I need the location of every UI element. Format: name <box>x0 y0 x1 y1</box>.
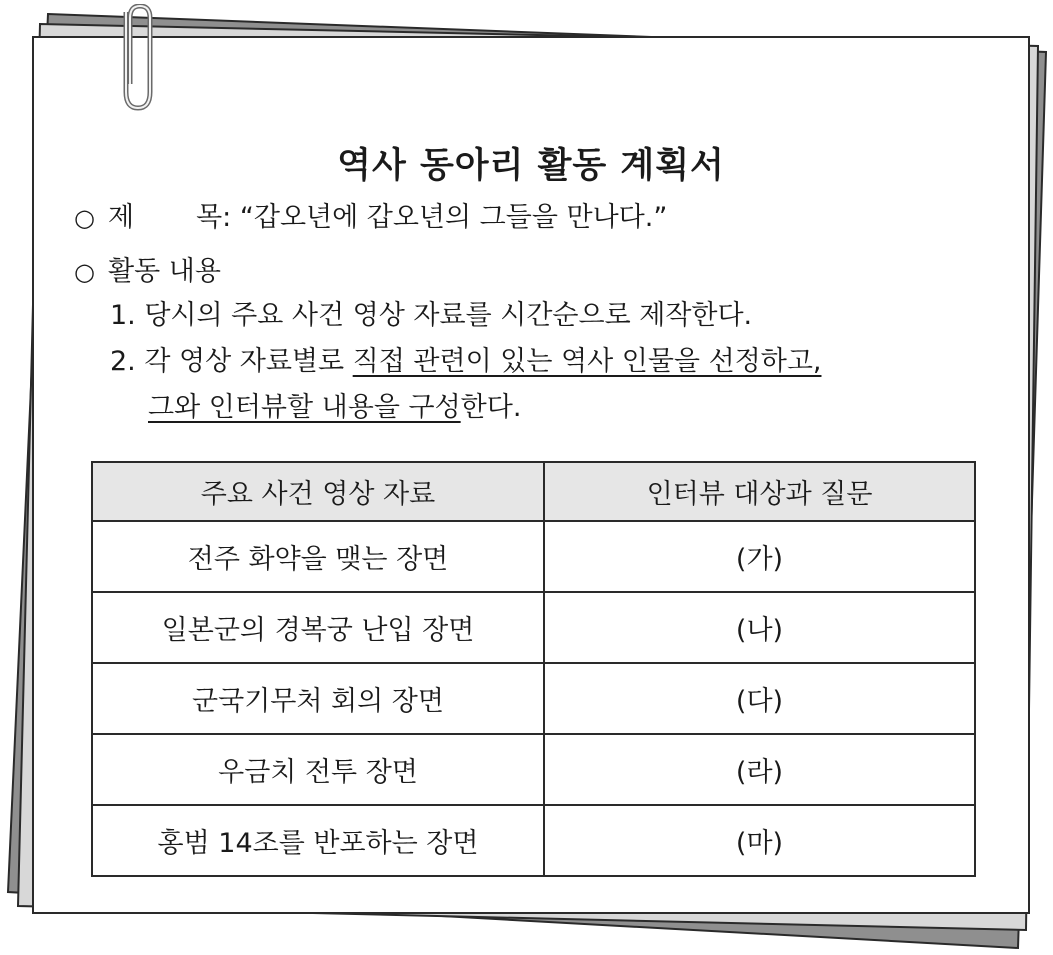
table-cell: 군국기무처 회의 장면 <box>92 663 544 734</box>
circle-bullet-icon: ○ <box>74 204 95 232</box>
table-row <box>92 663 975 734</box>
table-cell: (마) <box>544 805 975 876</box>
topic-label-a: 제 <box>108 202 135 233</box>
circle-bullet-icon: ○ <box>74 258 95 286</box>
table-cell: (다) <box>544 663 975 734</box>
step2-suffix: 한다. <box>460 392 522 423</box>
table-cell: (가) <box>544 521 975 592</box>
activity-step-2-cont <box>148 390 521 426</box>
table-cell: 우금치 전투 장면 <box>92 734 544 805</box>
activity-step-2 <box>110 344 821 380</box>
step2-underlined-b: 그와 인터뷰할 내용을 구성 <box>148 392 461 423</box>
table-cell: 홍범 14조를 반포하는 장면 <box>92 805 544 876</box>
document-title: 역사 동아리 활동 계획서 <box>337 146 725 186</box>
table-header-cell: 주요 사건 영상 자료 <box>92 462 544 521</box>
activity-step-1: 1. 당시의 주요 사건 영상 자료를 시간순으로 제작한다. <box>110 300 753 331</box>
paperclip-icon <box>112 4 156 114</box>
table-row <box>92 734 975 805</box>
step2-underlined-a: 직접 관련이 있는 역사 인물을 선정하고, <box>352 346 822 377</box>
activity-table <box>91 461 976 877</box>
table-cell: (라) <box>544 734 975 805</box>
table-cell: 전주 화약을 맺는 장면 <box>92 521 544 592</box>
table-header-cell: 인터뷰 대상과 질문 <box>544 462 975 521</box>
topic-label-b: 목: <box>196 202 232 233</box>
table-cell: 일본군의 경복궁 난입 장면 <box>92 592 544 663</box>
table-cell: (나) <box>544 592 975 663</box>
topic-line <box>74 200 667 236</box>
table-header-row <box>92 462 975 521</box>
table-row <box>92 805 975 876</box>
table-row <box>92 592 975 663</box>
step2-prefix: 2. 각 영상 자료별로 <box>110 346 353 377</box>
table-row <box>92 521 975 592</box>
activity-heading <box>74 254 221 290</box>
activity-label: 활동 내용 <box>108 256 221 287</box>
topic-value: “갑오년에 갑오년의 그들을 만나다.” <box>239 202 668 233</box>
